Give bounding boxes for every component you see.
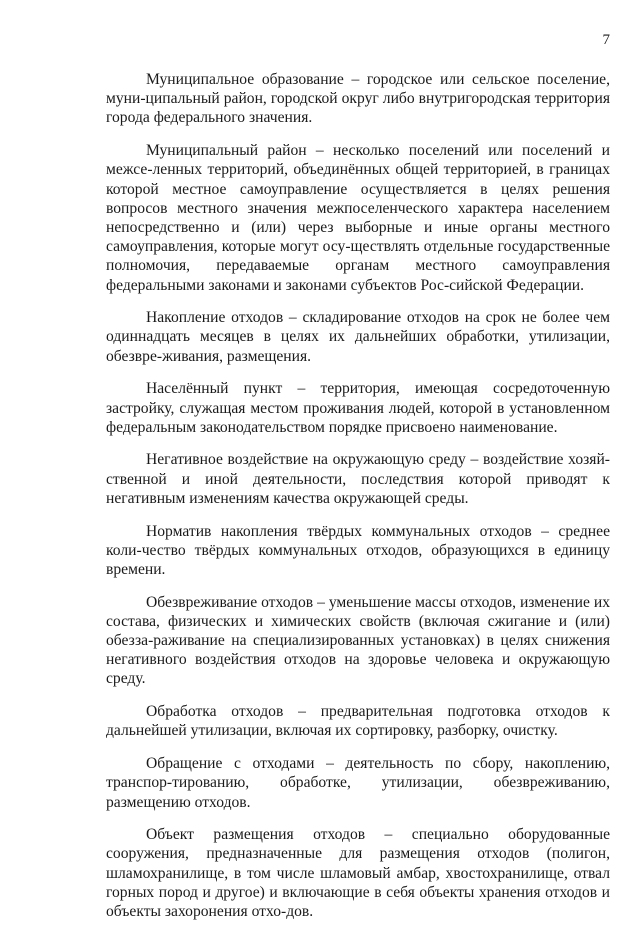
paragraph-municipal-district: Муниципальный район – несколько поселений или поселений и межсе-ленных территорий, объединённых общей территорией, в границах которой местное самоуправление осуществляется в целях решения вопросов местного значения межпоселенческого характера населением непосредственно и (или) через выборные и иные органы местного самоуправления, которые могут осу-ществлять отдельные государственные полномочия, передаваемые органам местного самоуправления федеральными законами и законами субъектов Рос-сийской Федерации. <box>106 142 610 294</box>
page-number: 7 <box>602 32 610 48</box>
paragraph-waste-disposal-facility: Объект размещения отходов – специально оборудованные сооружения, предназначенные для размещения отходов (полигон, шламохранилище, в том числе шламовый амбар, хвостохранилище, отвал горных пород и другое) и включающие в себя объекты хранения отходов и объекты захоронения отхо-дов. <box>106 826 610 921</box>
paragraph-waste-handling: Обращение с отходами – деятельность по сбору, накоплению, транспор-тированию, обработке, утилизации, обезвреживанию, размещению отходов. <box>106 755 610 811</box>
document-body <box>106 70 610 935</box>
paragraph-municipal-formation: Муниципальное образование – городское или сельское поселение, муни-ципальный район, городской округ либо внутригородская территория города федерального значения. <box>106 71 610 127</box>
paragraph-accumulation-norm: Норматив накопления твёрдых коммунальных отходов – среднее коли-чество твёрдых коммунальных отходов, образующихся в единицу времени. <box>106 522 610 578</box>
paragraph-negative-impact: Негативное воздействие на окружающую среду – воздействие хозяй-ственной и иной деятельности, последствия которой приводят к негативным изменениям качества окружающей среды. <box>106 451 610 507</box>
paragraph-waste-processing: Обработка отходов – предварительная подготовка отходов к дальнейшей утилизации, включая их сортировку, разборку, очистку. <box>106 703 610 740</box>
paragraph-waste-neutralization: Обезвреживание отходов – уменьшение массы отходов, изменение их состава, физических и химических свойств (включая сжигание и (или) обезза-раживание на специализированных установках) в целях снижения негативного воздействия отходов на здоровье человека и окружающую среду. <box>106 593 610 688</box>
paragraph-waste-accumulation: Накопление отходов – складирование отходов на срок не более чем одиннадцать месяцев в целях их дальнейших обработки, утилизации, обезвре-живания, размещения. <box>106 309 610 365</box>
paragraph-settlement: Населённый пункт – территория, имеющая сосредоточенную застройку, служащая местом проживания людей, которой в установленном федеральным законодательством порядке присвоено наименование. <box>106 380 610 436</box>
